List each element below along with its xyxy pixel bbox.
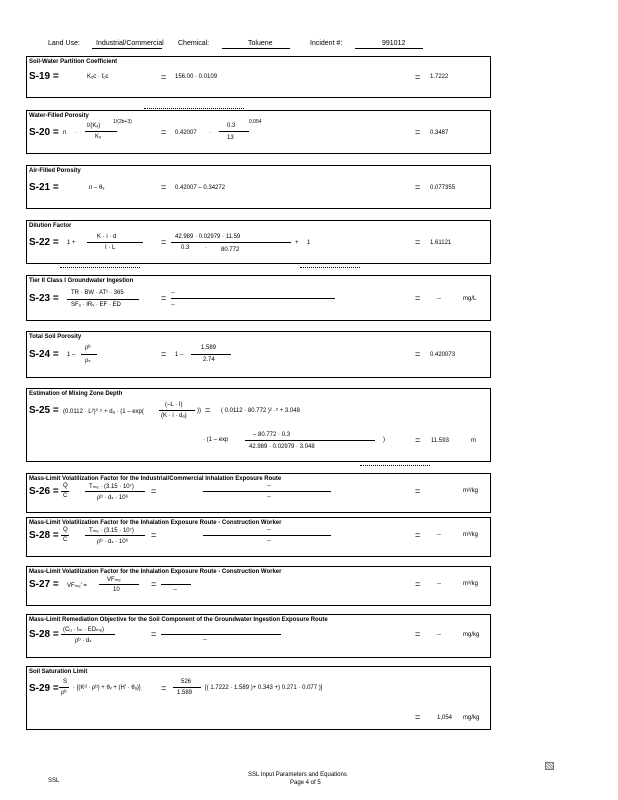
footer-title: SSL Input Parameters and Equations xyxy=(248,772,347,778)
result-value: 0.077355 xyxy=(430,185,456,191)
equation-label: S-27 = xyxy=(29,579,59,590)
formula-numerator: S xyxy=(63,679,68,685)
formula-numerator: (–L · I) xyxy=(165,402,183,408)
formula-denominator: ρᵇ · dₛ · 10⁶ xyxy=(97,539,129,545)
formula-exponent: 1/(2b+3) xyxy=(113,119,132,125)
equals-sign: = xyxy=(415,579,421,589)
formula-one-plus: 1 + xyxy=(67,240,76,246)
result-unit: mg/kg xyxy=(463,632,480,638)
formula-q: Q xyxy=(63,527,68,533)
formula-numerator: ρᵇ xyxy=(85,345,91,351)
equals-sign: = xyxy=(415,182,421,192)
substitution-denominator: -- xyxy=(267,538,271,544)
result-value: 1,054 xyxy=(437,715,453,721)
substitution-dot: · xyxy=(209,130,211,136)
result-unit: mg/L xyxy=(463,296,477,302)
equals-sign: = xyxy=(151,629,157,639)
formula-numerator: VFₘₑ xyxy=(107,577,121,583)
equals-sign: = xyxy=(151,530,157,540)
formula-dot: · xyxy=(75,130,77,136)
equation-label: S-21 = xyxy=(29,182,59,193)
formula-numerator: Tₘₑ · (3.15 · 10⁷) xyxy=(89,484,134,490)
substitution-denominator: -- xyxy=(173,587,177,593)
section-title: Air-Filled Porosity xyxy=(29,168,81,174)
substitution-denominator-b: 80.772 xyxy=(221,247,240,253)
equals-sign: = xyxy=(161,683,167,693)
formula-denominator: SFₒ · IRᵥ · EF · ED xyxy=(71,302,121,308)
substitution-exponent: 0.054 xyxy=(249,119,262,125)
equation-label: S-22 = xyxy=(29,237,59,248)
substitution-denominator: -- xyxy=(203,637,207,643)
substitution-denominator: -- xyxy=(171,302,175,308)
section-s23 xyxy=(26,275,491,321)
section-title: Soil Saturation Limit xyxy=(29,669,88,675)
land-use-label: Land Use: xyxy=(48,40,80,47)
section-s28-construction xyxy=(26,517,491,557)
substitution-close: ) xyxy=(383,437,385,443)
equals-sign: = xyxy=(415,435,421,445)
equation-label: S-20 = xyxy=(29,127,59,138)
equals-sign: = xyxy=(415,349,421,359)
substitution-part-a: ( 0.0112 · 80.772 )² ·⁵ + 3.048 xyxy=(221,408,300,414)
substitution-one-minus: 1 – xyxy=(175,352,184,358)
substitution-denominator-dot: · xyxy=(205,245,207,251)
result-unit: m³/kg xyxy=(463,488,478,494)
substitution-numerator: 1.589 xyxy=(201,345,217,351)
equation-label: S-28 = xyxy=(29,629,59,640)
section-s27 xyxy=(26,566,491,606)
formula-denominator: Kₓ xyxy=(95,134,101,140)
equation-label: S-28 = xyxy=(29,530,59,541)
result-unit: m³/kg xyxy=(463,532,478,538)
section-title: Mass-Limit Volatilization Factor for the Industrial/Commercial Inhalation Exposure Route xyxy=(29,476,282,482)
equation-label: S-26 = xyxy=(29,486,59,497)
equation-label: S-23 = xyxy=(29,293,59,304)
formula-part-a: VFₘₑ′ = xyxy=(67,583,87,589)
substitution-denominator: 42.989 · 0.02979 · 3.048 xyxy=(249,444,315,450)
substitution-part-b: · (1 – exp xyxy=(203,437,229,443)
equation-label: S-19 = xyxy=(29,71,59,82)
substitution: 0.42007 – 0.34272 xyxy=(175,185,226,191)
section-title: Water-Filled Porosity xyxy=(29,113,89,119)
result-value: 1.61121 xyxy=(430,240,452,246)
equals-sign: = xyxy=(161,293,167,303)
substitution-numerator: -- xyxy=(171,290,175,296)
result-unit: mg/kg xyxy=(463,715,480,721)
chemical-label: Chemical: xyxy=(178,40,210,47)
equals-sign: = xyxy=(415,293,421,303)
equals-sign: = xyxy=(161,349,167,359)
equals-sign: = xyxy=(415,127,421,137)
section-title: Mass-Limit Volatilization Factor for the Inhalation Exposure Route - Construction Worker xyxy=(29,569,282,575)
substitution-denominator: 13 xyxy=(227,135,234,141)
incident-value: 991012 xyxy=(382,40,406,47)
equals-sign: = xyxy=(415,712,421,722)
formula-denominator: ρₛ xyxy=(85,358,91,364)
formula-part-b: · [(Kᵈ · ρᵇ) + θᵥ + (H′ · θₐ)] xyxy=(73,685,141,691)
plus-value: 1 xyxy=(307,240,311,246)
section-title: Total Soil Porosity xyxy=(29,334,82,340)
formula-denominator: 10 xyxy=(113,587,120,593)
result-value: -- xyxy=(437,581,441,587)
equals-sign: = xyxy=(151,486,157,496)
equals-sign: = xyxy=(161,182,167,192)
equals-sign: = xyxy=(161,237,167,247)
equals-sign: = xyxy=(415,629,421,639)
land-use-value: Industrial/Commercial xyxy=(96,40,164,47)
equation-label: S-29 = xyxy=(29,683,59,694)
section-s24 xyxy=(26,331,491,378)
section-title: Estimation of Mixing Zone Depth xyxy=(29,391,123,397)
substitution-numerator: – 80.772 · 0.3 xyxy=(253,432,291,438)
section-s25 xyxy=(26,388,491,462)
formula-denominator: I · L xyxy=(105,245,116,251)
formula-numerator: K · i · d xyxy=(97,234,117,240)
formula-n: n xyxy=(63,130,67,136)
formula-denominator: ρᵇ · dₛ xyxy=(75,638,92,644)
substitution-denominator: 1.589 xyxy=(177,690,193,696)
result-value: 11.593 xyxy=(431,438,449,444)
section-title: Soil-Water Partition Coefficient xyxy=(29,59,118,65)
substitution-numerator: 42.989 · 0.02979 · 11.59 xyxy=(175,234,241,240)
formula-denominator: ρᵇ xyxy=(61,690,67,696)
equals-sign: = xyxy=(151,579,157,589)
section-s26 xyxy=(26,473,491,513)
section-title: Dilution Factor xyxy=(29,223,72,229)
formula-denominator: (K · i · dₐ) xyxy=(161,413,187,419)
formula-c: C xyxy=(63,537,68,543)
result-value: -- xyxy=(437,532,441,538)
section-title: Mass-Limit Remediation Objective for the Soil Component of the Groundwater Ingestion Exposure Route xyxy=(29,617,328,623)
result-value: 0.3487 xyxy=(430,130,449,136)
equals-sign: = xyxy=(415,530,421,540)
incident-label: Incident #: xyxy=(310,40,343,47)
chemical-value: Toluene xyxy=(248,40,273,47)
substitution-numerator: -- xyxy=(267,483,271,489)
result-value: -- xyxy=(437,296,441,302)
formula-one-minus: 1 – xyxy=(67,352,76,358)
section-title: Mass-Limit Volatilization Factor for the Inhalation Exposure Route - Construction Worker xyxy=(29,520,282,526)
equals-sign: = xyxy=(161,127,167,137)
result-value: -- xyxy=(437,632,441,638)
formula-denominator: ρᵇ · dₛ · 10⁶ xyxy=(97,495,129,501)
footer-left: SSL xyxy=(48,778,60,784)
formula-c: C xyxy=(63,493,68,499)
result-value: 1.7222 xyxy=(430,74,449,80)
equals-sign: = xyxy=(415,237,421,247)
footer-page: Page 4 of 5 xyxy=(290,780,321,786)
substitution: 156.00 · 0.0109 xyxy=(175,74,218,80)
substitution-denominator: 2.74 xyxy=(203,357,215,363)
formula-part-b: )) xyxy=(197,408,201,414)
substitution-denominator: -- xyxy=(267,494,271,500)
section-title: Tier II Class I Groundwater Ingestion xyxy=(29,278,134,284)
section-s21 xyxy=(26,165,491,209)
substitution-numerator: 0.3 xyxy=(227,123,236,129)
equals-sign: = xyxy=(161,72,167,82)
section-s29 xyxy=(26,666,491,730)
formula: Kₒc · fₒc xyxy=(87,74,109,80)
equation-label: S-25 = xyxy=(29,405,59,416)
substitution-numerator: -- xyxy=(267,527,271,533)
substitution-part-b: [( 1.7222 · 1.589 )+ 0.343 +) 0.271 · 0.077 )] xyxy=(205,685,323,691)
formula-numerator: Tₘₑ · (3.15 · 10⁷) xyxy=(89,528,134,534)
plus-sign: + xyxy=(295,240,299,246)
page-marker-icon xyxy=(545,762,554,770)
equals-sign: = xyxy=(415,486,421,496)
section-s20 xyxy=(26,110,491,154)
formula-numerator: I/(Kₓ) xyxy=(87,123,101,129)
substitution-denominator-a: 0.3 xyxy=(181,245,190,251)
formula-part-a: (0.0112 · L²)⁰·⁵ + dₐ · (1 – exp( xyxy=(63,409,144,415)
section-s22 xyxy=(26,220,491,264)
section-s19 xyxy=(26,56,491,98)
formula-numerator: TR · BW · ATᶜ · 365 xyxy=(71,290,124,296)
result-unit: m³/kg xyxy=(463,581,478,587)
formula-numerator: (Cᵤ · Iₘ · EDₘₑ) xyxy=(63,627,104,633)
equation-label: S-24 = xyxy=(29,349,59,360)
substitution-numerator: 526 xyxy=(181,679,192,685)
result-value: 0.420073 xyxy=(430,352,456,358)
section-s28-groundwater xyxy=(26,614,491,658)
equals-sign: = xyxy=(205,405,211,415)
substitution-a: 0.42007 xyxy=(175,130,197,136)
equals-sign: = xyxy=(415,72,421,82)
formula-q: Q xyxy=(63,483,68,489)
formula: n – θᵥ xyxy=(89,185,105,191)
result-unit: m xyxy=(471,438,476,444)
